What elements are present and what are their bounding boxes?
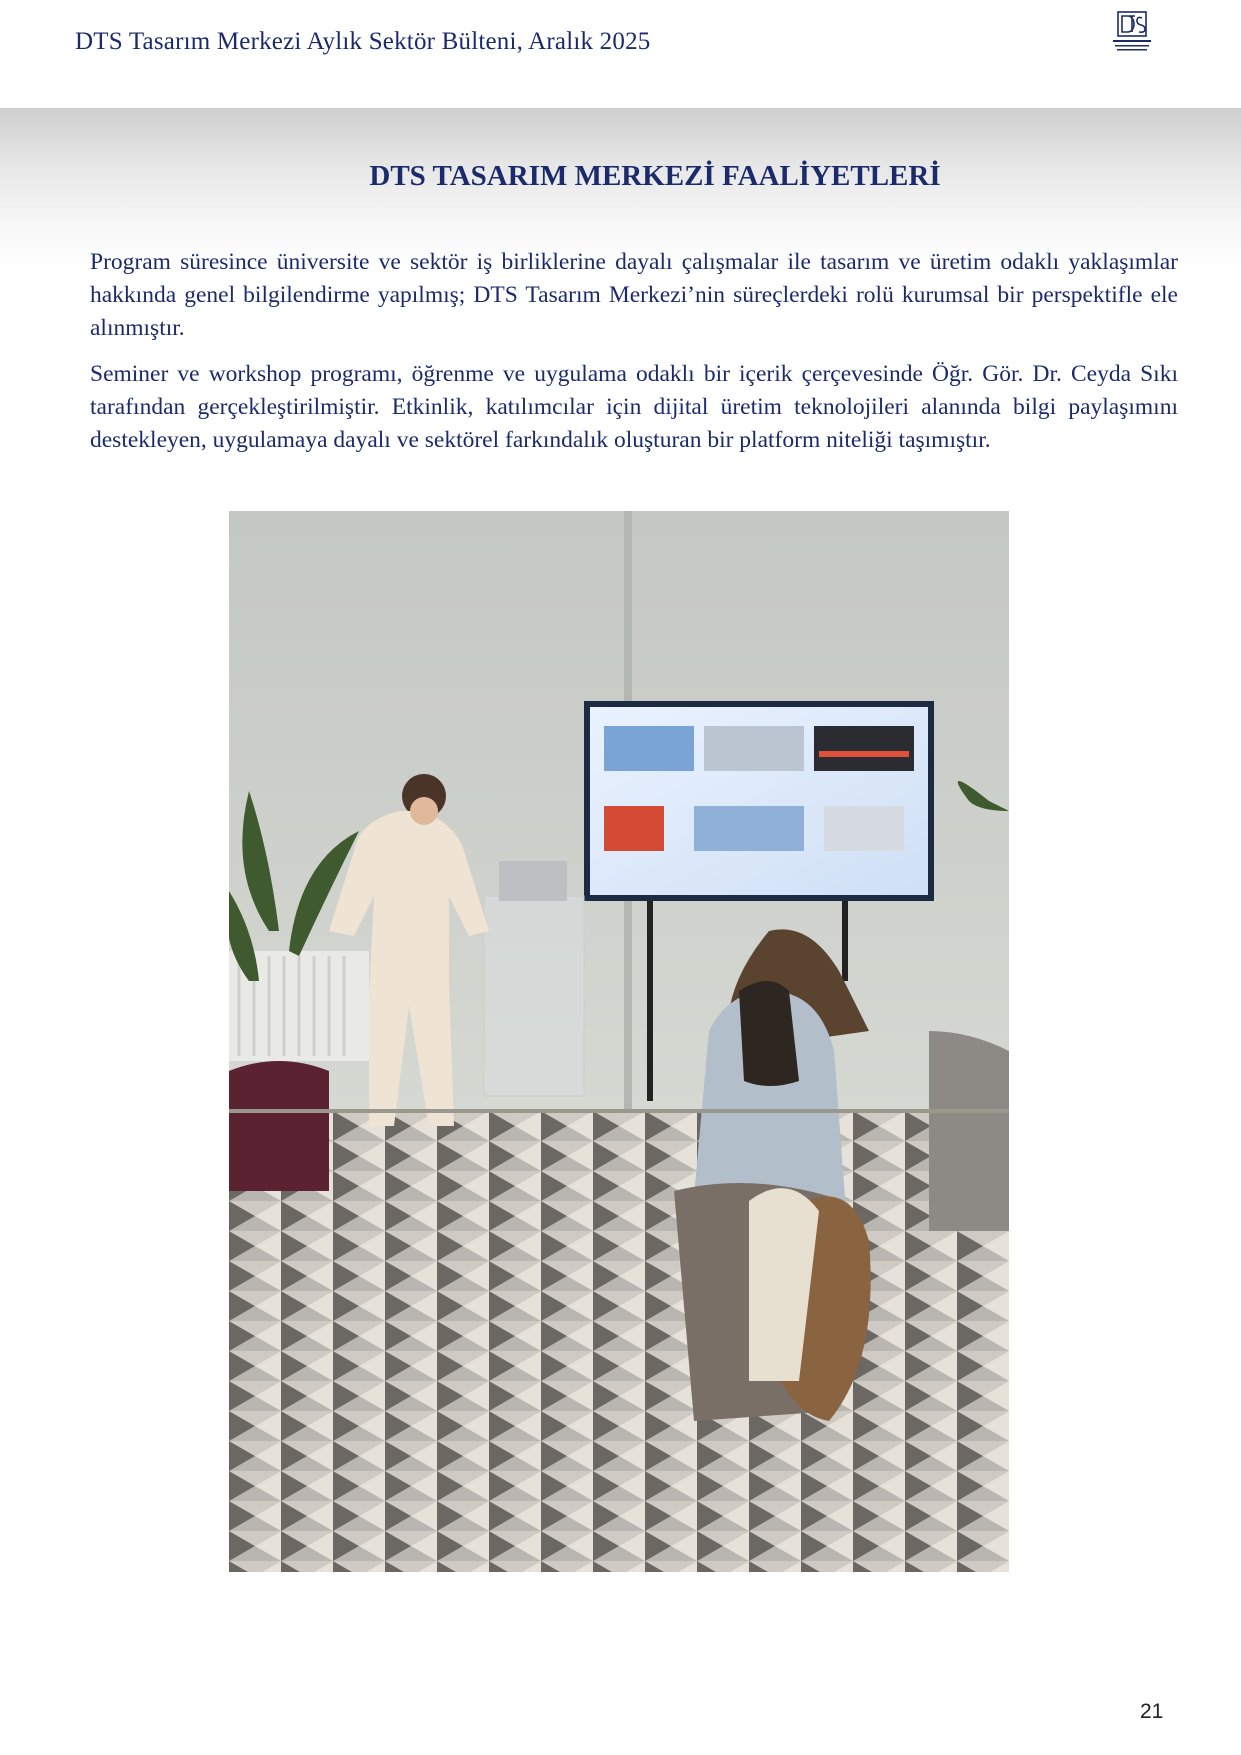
dts-logo-icon [1108, 8, 1156, 56]
paragraph-1: Program süresince üniversite ve sektör iş birliklerine dayalı çalışmalar ile tasarım ve üretim odaklı yaklaşımlar hakkında genel bilgilendirme yapılmış; DTS Tasarım Merkezi’nin süreçlerdeki rolü kurumsal bir perspektifle ele alınmıştır. [90, 249, 1178, 341]
bulletin-title: DTS Tasarım Merkezi Aylık Sektör Bülteni, Aralık 2025 [75, 28, 651, 55]
page-number: 21 [1140, 1700, 1164, 1723]
paragraph-2: Seminer ve workshop programı, öğrenme ve uygulama odaklı bir içerik çerçevesinde Öğr. Gör. Dr. Ceyda Sıkı tarafından gerçekleştirilmiştir. Etkinlik, katılımcılar için dijital üretim teknolojileri alanında bilgi paylaşımını destekleyen, uygulamaya dayalı ve sektörel farkındalık oluşturan bir platform niteliği taşımıştır. [90, 361, 1178, 453]
event-photo [229, 511, 1009, 1572]
page-header [0, 0, 1241, 108]
section-title: DTS TASARIM MERKEZİ FAALİYETLERİ [369, 160, 941, 192]
